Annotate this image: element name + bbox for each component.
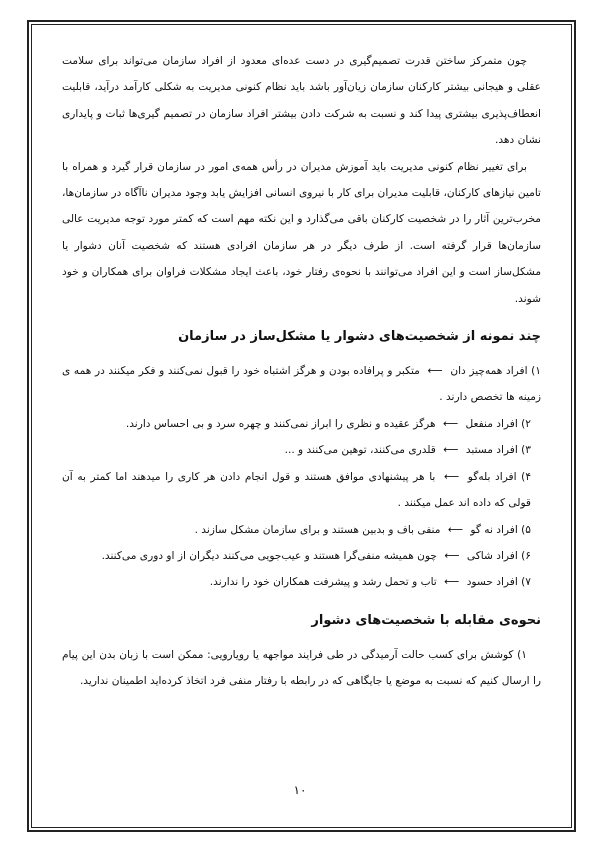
list-item [62,411,541,437]
list-item [62,517,541,543]
list-item-text: قلدری می‌کنند، توهین می‌کنند و ... [284,444,436,457]
list-item-label: افراد همه‌چیز دان [450,365,528,378]
paragraph-1: چون متمرکز ساختن قدرت تصمیم‌گیری در دست عده‌ای معدود از افراد سازمان می‌تواند برای سلامت عقلی و هیجانی بیشتر کارکنان سازمان زیان‌آور باشد باید نظام کنونی مدیریت به شکلی کارآمد درآید، قابلیت انعطاف‌پذیری بیشتری پیدا کند و نسبت به شرکت دادن بیشتر افراد سازمان در تصمیم گیری‌ها ثبات و پایداری نشان دهد. [62,55,541,147]
list-item [62,543,541,569]
page-number: ۱۰ [293,783,307,797]
arrow-icon: ⟵ [447,523,463,536]
list-item-text: چون همیشه منفی‌گرا هستند و عیب‌جویی می‌کنند دیگران از او دوری می‌کنند. [101,549,437,562]
list-item-number: ۴) [521,470,532,483]
list-item [62,437,541,463]
list-item-label: افراد مستبد [465,444,518,457]
list-item-text: تاب و تحمل رشد و پیشرفت همکاران خود را ندارند. [209,576,437,589]
arrow-icon: ⟵ [443,444,459,457]
list-item-number: ۲) [521,417,531,430]
list-item-label: افراد حسود [466,576,518,589]
list-item-number: ۵) [521,523,531,536]
list-item [62,569,541,595]
list-item-number: ۳) [521,444,531,457]
list-item-text: با هر پیشنهادی موافق هستند و قول انجام دادن هر کاری را میدهند اما کمتر به آن قولی که داده اند عمل میکنند . [62,470,531,510]
arrow-icon: ⟵ [427,365,443,378]
heading-coping-methods: نحوه‌ی مقابله با شخصیت‌های دشوار [311,612,541,628]
list-item-label: افراد شاکی [466,549,518,562]
heading-difficult-personalities: چند نمونه از شخصیت‌های دشوار یا مشکل‌ساز در سازمان [178,329,541,345]
page-content [62,48,541,695]
list-item [62,464,541,517]
list-item-text: منفی باف و بدبین هستند و برای سازمان مشکل سازند . [194,523,441,536]
arrow-icon: ⟵ [444,470,460,483]
arrow-icon: ⟵ [444,549,460,562]
paragraph-2: برای تغییر نظام کنونی مدیریت باید آموزش مدیران در رأس همه‌ی امور در سازمان قرار گیرد و همراه با تامین نیازهای کارکنان، قابلیت مدیران برای کار با نیروی انسانی افزایش یابد وجود مدیران ناآگاه در سازمان‌ها، مخرب‌ترین آثار را در شخصیت کارکنان باقی می‌گذارد و این نکته مهم است که کمتر مورد توجه مدیریت عالی سازمان‌ها قرار گرفته است. از طرف دیگر در هر سازمان افرادی هستند که شخصیت آنان دشوار یا مشکل‌ساز است و این افراد می‌توانند با نحوه‌ی رفتار خود، باعث ایجاد مشکلات فراوان برای همکاران و خود شوند. [62,160,541,305]
list-item-label: افراد نه گو [470,523,518,536]
paragraph-3: ۱) کوشش برای کسب حالت آرمیدگی در طی فرایند مواجهه یا رویارویی: ممکن است با زبان بدن این پیام را ارسال کنیم که نسبت به موضع یا جایگاهی که در رابطه با رفتار منفی فرد اتخاذ کرده‌اید اطمینان ندارید. [62,648,541,688]
list-item-label: افراد بله‌گو [467,470,517,483]
list-item-text: هرگز عقیده و نظری را ابراز نمی‌کنند و چهره سرد و بی احساس دارند. [125,417,436,430]
list-item-number: ۱) [531,365,541,378]
list-item-label: افراد منفعل [465,417,518,430]
arrow-icon: ⟵ [442,417,459,430]
list-item-number: ۷) [521,576,531,589]
list-item-text: متکبر و پرافاده بودن و هرگز اشتباه خود را قبول نمی‌کنند و فکر میکنند در همه ی زمینه ها تخصص دارند . [62,365,541,404]
arrow-icon: ⟵ [444,576,460,589]
list-item [62,358,541,411]
list-item-number: ۶) [521,549,531,562]
